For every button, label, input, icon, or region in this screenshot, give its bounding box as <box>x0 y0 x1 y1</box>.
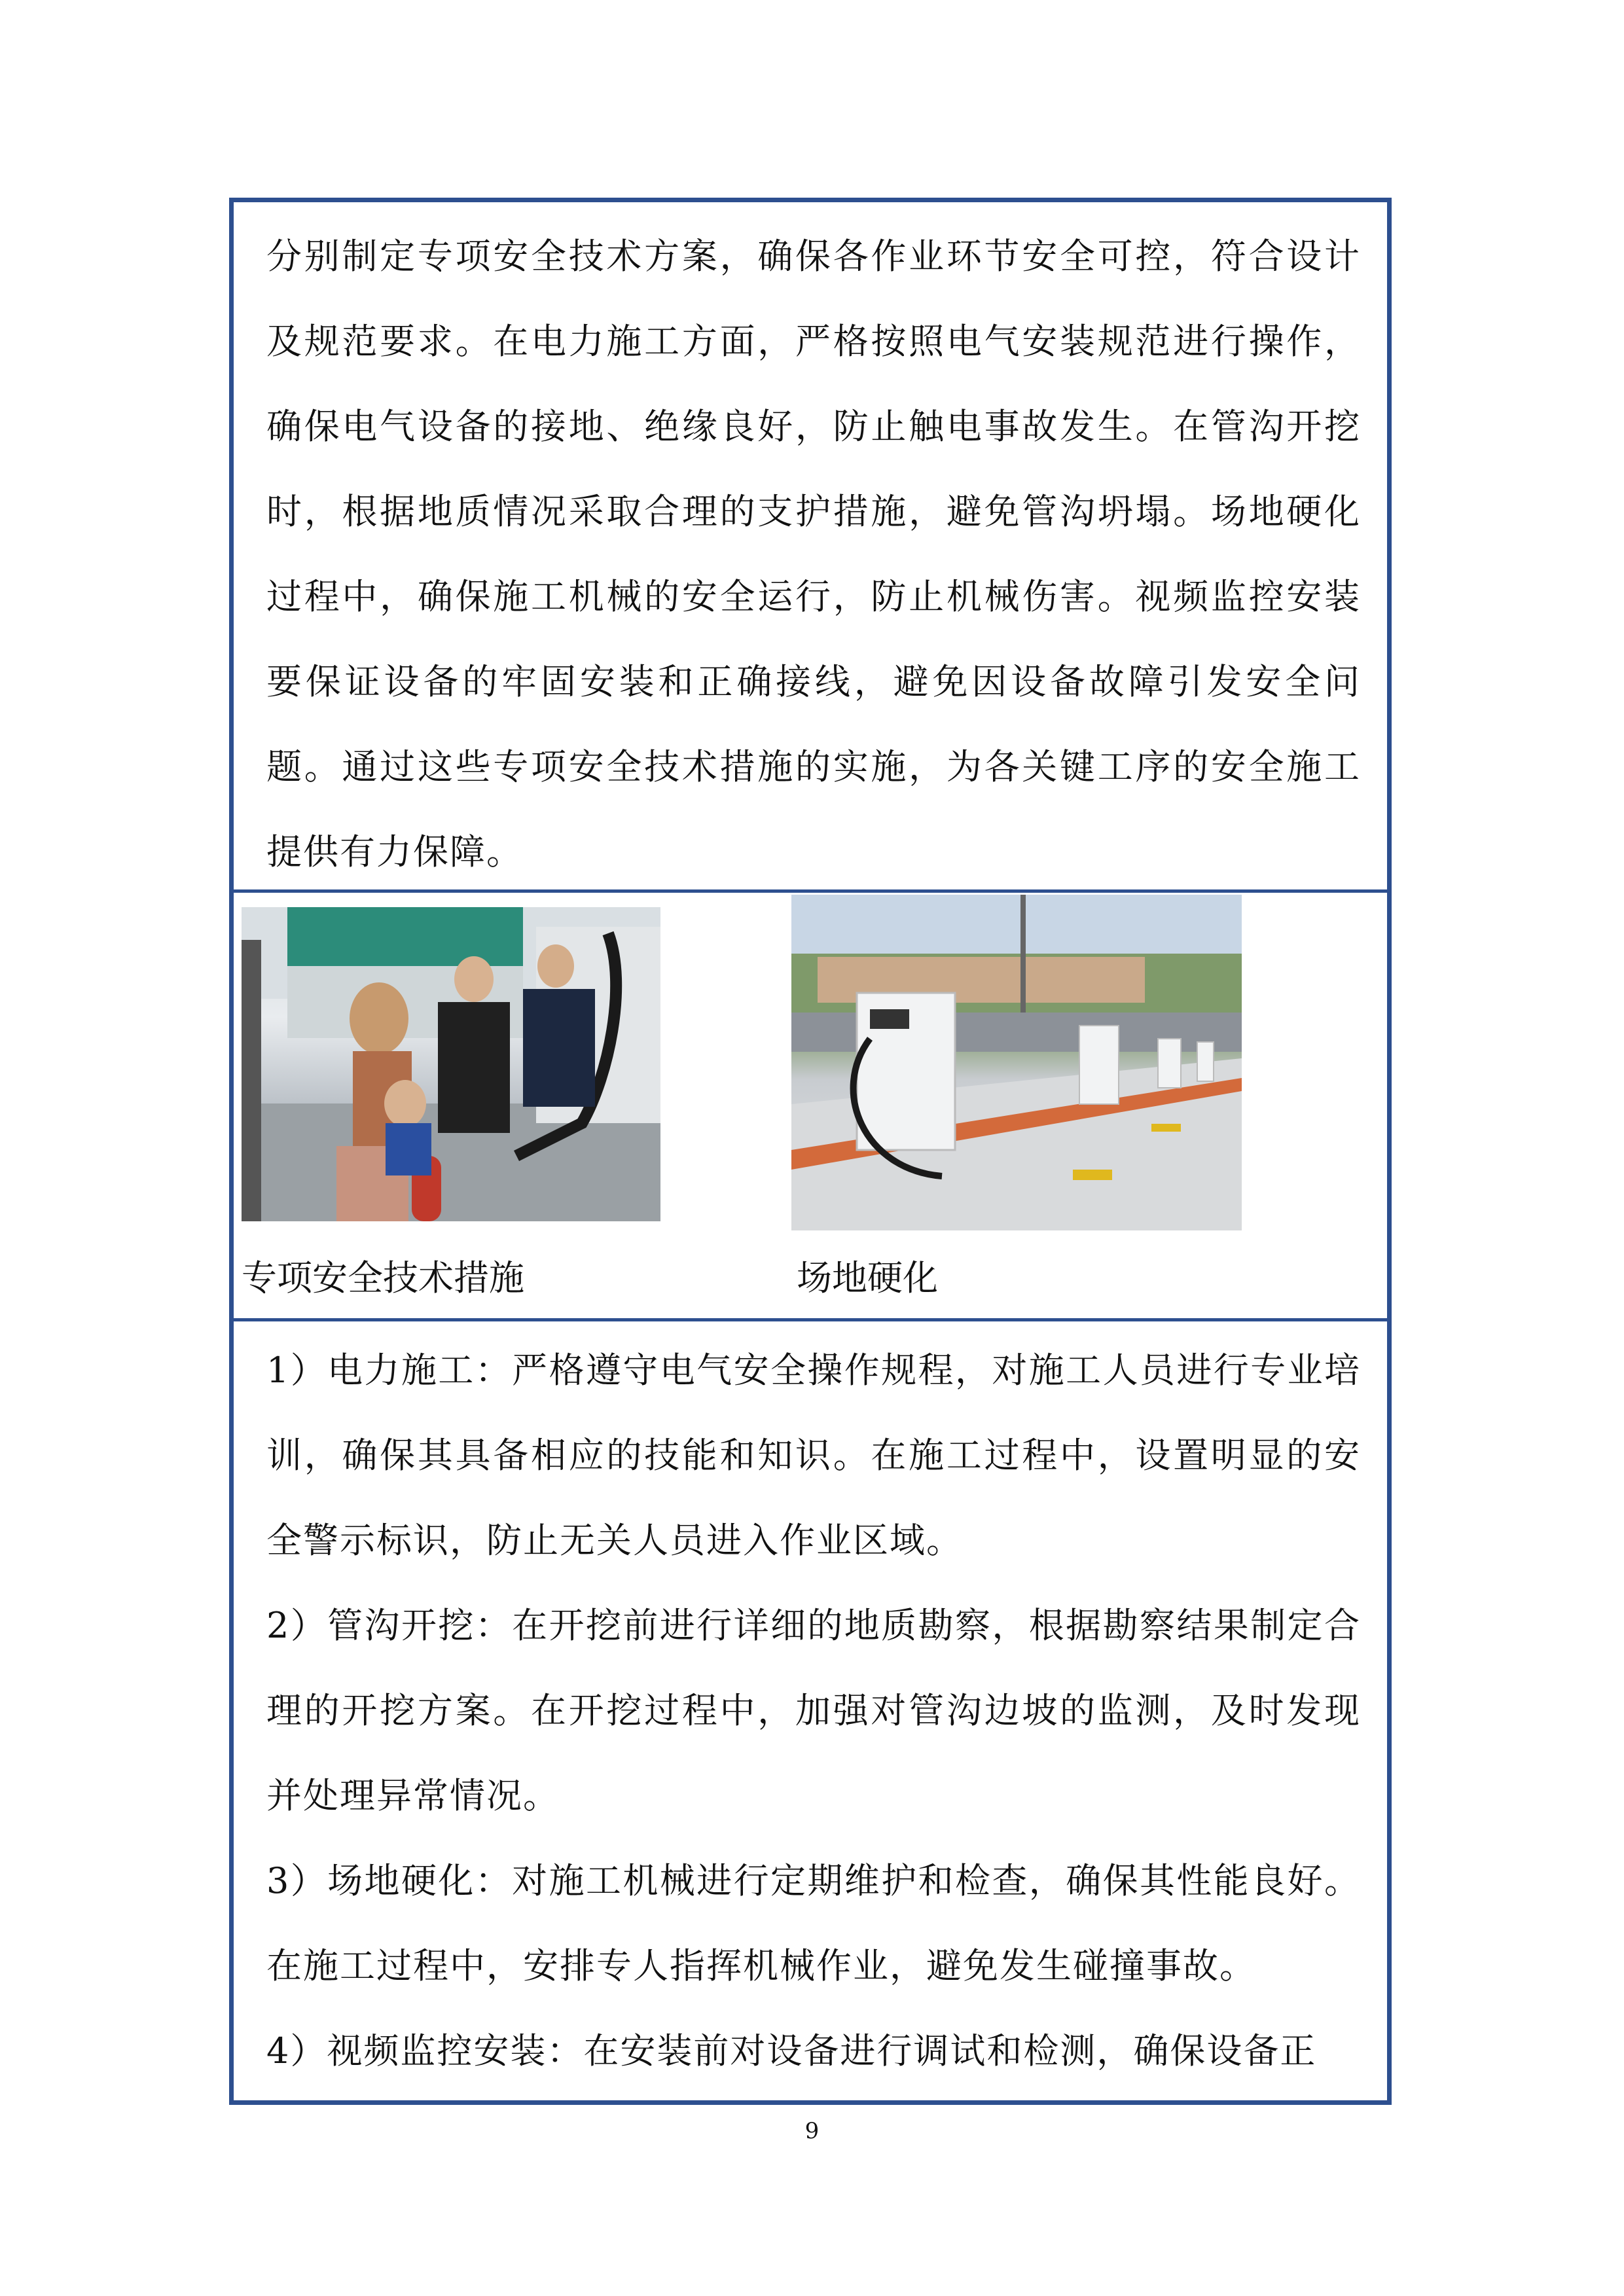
safety-measures-photo-illustration <box>242 907 660 1221</box>
text-section-top <box>234 202 1387 889</box>
list-item-video-surveillance: 4）视频监控安装：在安装前对设备进行调试和检测，确保设备正 <box>266 2030 1317 2072</box>
content-frame <box>229 198 1392 2105</box>
list-item-trench-excavation: 2）管沟开挖：在开挖前进行详细的地质勘察，根据勘察结果制定合理的开挖方案。在开挖过程中，加强对管沟边坡的监测，及时发现并处理异常情况。 <box>266 1605 1361 1816</box>
safety-measures-photo <box>242 907 660 1221</box>
site-hardening-photo-illustration <box>791 895 1242 1230</box>
photo-section <box>234 889 1387 1321</box>
body-paragraph: 分别制定专项安全技术方案，确保各作业环节安全可控，符合设计及规范要求。在电力施工方面，严格按照电气安装规范进行操作，确保电气设备的接地、绝缘良好，防止触电事故发生。在管沟开挖时，根据地质情况采取合理的支护措施，避免管沟坍塌。场地硬化过程中，确保施工机械的安全运行，防止机械伤害。视频监控安装要保证设备的牢固安装和正确接线，避免因设备故障引发安全问题。通过这些专项安全技术措施的实施，为各关键工序的安全施工提供有力保障。 <box>266 236 1361 872</box>
site-hardening-photo <box>791 895 1242 1230</box>
page-number: 9 <box>804 2118 820 2144</box>
photo-caption-safety-measures: 专项安全技术措施 <box>242 1257 524 1299</box>
photo-caption-site-hardening: 场地硬化 <box>797 1257 938 1299</box>
text-section-bottom <box>234 1321 1387 2100</box>
list-item-site-hardening: 3）场地硬化：对施工机械进行定期维护和检查，确保其性能良好。在施工过程中，安排专人指挥机械作业，避免发生碰撞事故。 <box>266 1860 1361 1986</box>
list-item-power-construction: 1）电力施工：严格遵守电气安全操作规程，对施工人员进行专业培训，确保其具备相应的技能和知识。在施工过程中，设置明显的安全警示标识，防止无关人员进入作业区域。 <box>266 1350 1361 1561</box>
